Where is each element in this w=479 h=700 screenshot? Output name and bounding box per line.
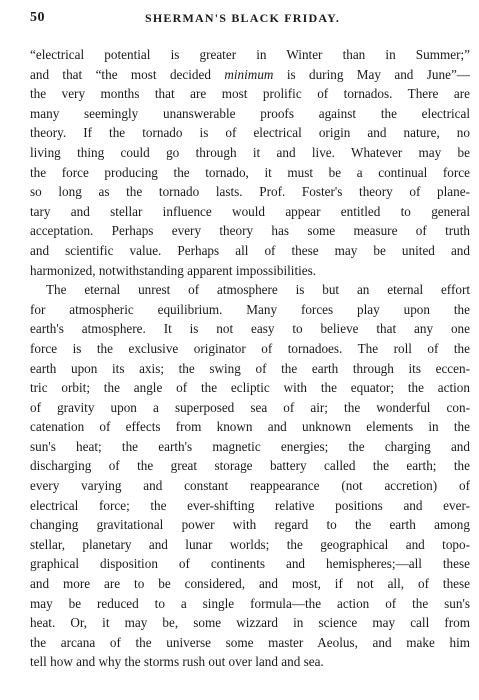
running-title: SHERMAN'S BLACK FRIDAY. (145, 11, 341, 25)
text-line: electrical force; the ever-shifting relative positions and ever- (30, 497, 470, 513)
book-page (30, 6, 470, 672)
text-line: so long as the tornado lasts. Prof. Foster's theory of plane- (30, 184, 470, 200)
text-line: living thing could go through it and live. Whatever may be (30, 144, 470, 160)
text-line: earth upon its axis; the swing of the earth through its eccen- (30, 360, 470, 376)
text-line: tric orbit; the angle of the ecliptic with the equator; the action (30, 380, 470, 396)
text-line: for atmospheric equilibrium. Many forces play upon the (30, 301, 470, 317)
text-line: tell how and why the storms rush out over land and sea. (30, 654, 324, 670)
page-number: 50 (30, 10, 45, 25)
text-line: heat. Or, it may be, some wizzard in science may call from (30, 615, 470, 631)
text-line: the force producing the tornado, it must be a continual force (30, 164, 470, 180)
text-line: sun's heat; the earth's magnetic energies; the charging and (30, 438, 470, 454)
text-line: theory. If the tornado is of electrical origin and nature, no (30, 125, 470, 141)
running-head (30, 6, 470, 28)
italic-word: minimum (224, 66, 274, 82)
text-span: and that “the most decided (30, 66, 225, 82)
text-line: every varying and constant reappearance (not accretion) of (30, 478, 470, 494)
text-line: the very months that are most prolific of tornados. There are (30, 86, 470, 102)
text-line: may be reduced to a single formula—the action of the sun's (30, 595, 470, 611)
text-line: discharging of the great storage battery called the earth; the (30, 458, 470, 474)
text-line: stellar, planetary and lunar worlds; the geographical and topo- (30, 536, 470, 552)
paragraph-2 (30, 280, 470, 672)
text-line: tary and stellar influence would appear entitled to general (30, 203, 470, 219)
body-text (30, 45, 470, 672)
text-line: changing gravitational power with regard to the earth among (30, 517, 470, 533)
text-line: and scientific value. Perhaps all of these may be united and (30, 242, 470, 258)
text-line: harmonized, notwithstanding apparent impossibilities. (30, 262, 317, 278)
paragraph-1 (30, 45, 470, 280)
text-line: many seemingly unanswerable proofs against the electrical (30, 105, 470, 121)
text-line: The eternal unrest of atmosphere is but an eternal effort (46, 282, 470, 298)
text-line: graphical disposition of continents and hemispheres;—all these (30, 556, 470, 572)
text-line (30, 65, 470, 85)
text-line: the arcana of the universe some master Aeolus, and make him (30, 634, 470, 650)
text-line: force is the exclusive originator of tornadoes. The roll of the (30, 340, 470, 356)
text-line: catenation of effects from known and unknown elements in the (30, 419, 470, 435)
text-line: and more are to be considered, and most, if not all, of these (30, 576, 470, 592)
text-line: acceptation. Perhaps every theory has some measure of truth (30, 223, 470, 239)
text-span: is during May and June”— (273, 66, 470, 82)
text-line: of gravity upon a superposed sea of air; the wonderful con- (30, 399, 470, 415)
text-line: “electrical potential is greater in Winter than in Summer;” (30, 47, 470, 62)
text-line: earth's atmosphere. It is not easy to believe that any one (30, 321, 470, 337)
